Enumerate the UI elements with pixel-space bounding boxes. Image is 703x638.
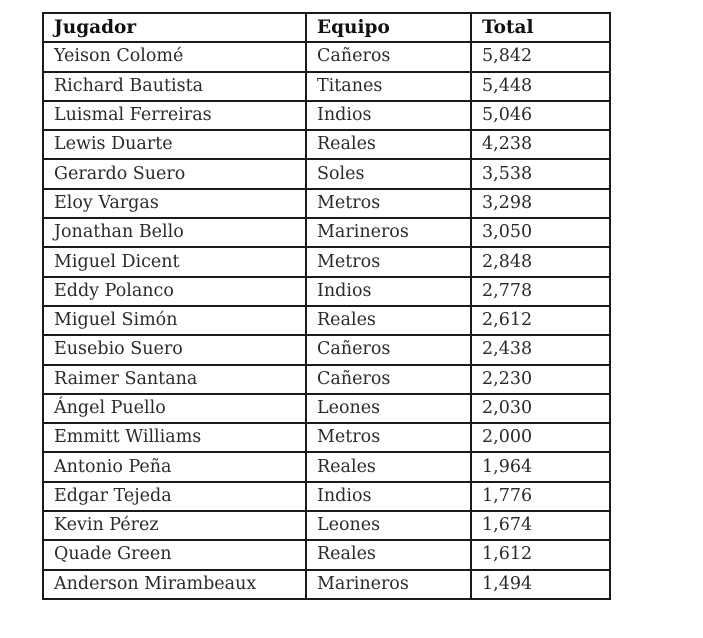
table-header bbox=[43, 13, 610, 42]
total-cell: 3,298 bbox=[471, 189, 610, 218]
player-cell: Lewis Duarte bbox=[43, 130, 306, 159]
total-cell: 2,438 bbox=[471, 335, 610, 364]
table-row bbox=[43, 218, 610, 247]
team-cell: Reales bbox=[306, 452, 471, 481]
player-cell: Anderson Mirambeaux bbox=[43, 570, 306, 599]
player-cell: Jonathan Bello bbox=[43, 218, 306, 247]
team-cell: Metros bbox=[306, 247, 471, 276]
player-cell: Quade Green bbox=[43, 540, 306, 569]
table-row bbox=[43, 247, 610, 276]
total-cell: 5,046 bbox=[471, 101, 610, 130]
player-cell: Miguel Simón bbox=[43, 306, 306, 335]
team-cell: Indios bbox=[306, 277, 471, 306]
table-row bbox=[43, 101, 610, 130]
total-cell: 4,238 bbox=[471, 130, 610, 159]
total-cell: 5,842 bbox=[471, 42, 610, 71]
table-body bbox=[43, 42, 610, 599]
team-cell: Cañeros bbox=[306, 42, 471, 71]
table-row bbox=[43, 335, 610, 364]
stats-table-container bbox=[42, 12, 611, 600]
player-cell: Raimer Santana bbox=[43, 365, 306, 394]
player-cell: Miguel Dicent bbox=[43, 247, 306, 276]
table-row bbox=[43, 452, 610, 481]
player-cell: Ángel Puello bbox=[43, 394, 306, 423]
team-cell: Indios bbox=[306, 482, 471, 511]
stats-table bbox=[42, 12, 611, 600]
team-cell: Metros bbox=[306, 423, 471, 452]
player-cell: Gerardo Suero bbox=[43, 159, 306, 188]
table-row bbox=[43, 277, 610, 306]
table-row bbox=[43, 306, 610, 335]
team-cell: Reales bbox=[306, 130, 471, 159]
table-row bbox=[43, 189, 610, 218]
header-team: Equipo bbox=[306, 13, 471, 42]
player-cell: Kevin Pérez bbox=[43, 511, 306, 540]
table-row bbox=[43, 511, 610, 540]
total-cell: 2,778 bbox=[471, 277, 610, 306]
player-cell: Luismal Ferreiras bbox=[43, 101, 306, 130]
total-cell: 2,848 bbox=[471, 247, 610, 276]
team-cell: Reales bbox=[306, 306, 471, 335]
team-cell: Titanes bbox=[306, 72, 471, 101]
team-cell: Leones bbox=[306, 394, 471, 423]
table-row bbox=[43, 365, 610, 394]
total-cell: 3,538 bbox=[471, 159, 610, 188]
player-cell: Antonio Peña bbox=[43, 452, 306, 481]
player-cell: Yeison Colomé bbox=[43, 42, 306, 71]
player-cell: Richard Bautista bbox=[43, 72, 306, 101]
team-cell: Cañeros bbox=[306, 365, 471, 394]
player-cell: Eloy Vargas bbox=[43, 189, 306, 218]
table-row bbox=[43, 159, 610, 188]
total-cell: 1,964 bbox=[471, 452, 610, 481]
header-total: Total bbox=[471, 13, 610, 42]
player-cell: Eusebio Suero bbox=[43, 335, 306, 364]
total-cell: 1,776 bbox=[471, 482, 610, 511]
table-row bbox=[43, 482, 610, 511]
team-cell: Leones bbox=[306, 511, 471, 540]
header-row bbox=[43, 13, 610, 42]
table-row bbox=[43, 130, 610, 159]
total-cell: 2,000 bbox=[471, 423, 610, 452]
table-row bbox=[43, 570, 610, 599]
total-cell: 1,674 bbox=[471, 511, 610, 540]
team-cell: Reales bbox=[306, 540, 471, 569]
team-cell: Soles bbox=[306, 159, 471, 188]
total-cell: 2,030 bbox=[471, 394, 610, 423]
team-cell: Cañeros bbox=[306, 335, 471, 364]
team-cell: Marineros bbox=[306, 570, 471, 599]
team-cell: Indios bbox=[306, 101, 471, 130]
table-row bbox=[43, 540, 610, 569]
table-row bbox=[43, 42, 610, 71]
total-cell: 1,494 bbox=[471, 570, 610, 599]
header-player: Jugador bbox=[43, 13, 306, 42]
table-row bbox=[43, 423, 610, 452]
team-cell: Metros bbox=[306, 189, 471, 218]
total-cell: 1,612 bbox=[471, 540, 610, 569]
table-row bbox=[43, 72, 610, 101]
total-cell: 2,612 bbox=[471, 306, 610, 335]
total-cell: 2,230 bbox=[471, 365, 610, 394]
total-cell: 3,050 bbox=[471, 218, 610, 247]
team-cell: Marineros bbox=[306, 218, 471, 247]
player-cell: Emmitt Williams bbox=[43, 423, 306, 452]
table-row bbox=[43, 394, 610, 423]
player-cell: Eddy Polanco bbox=[43, 277, 306, 306]
player-cell: Edgar Tejeda bbox=[43, 482, 306, 511]
total-cell: 5,448 bbox=[471, 72, 610, 101]
